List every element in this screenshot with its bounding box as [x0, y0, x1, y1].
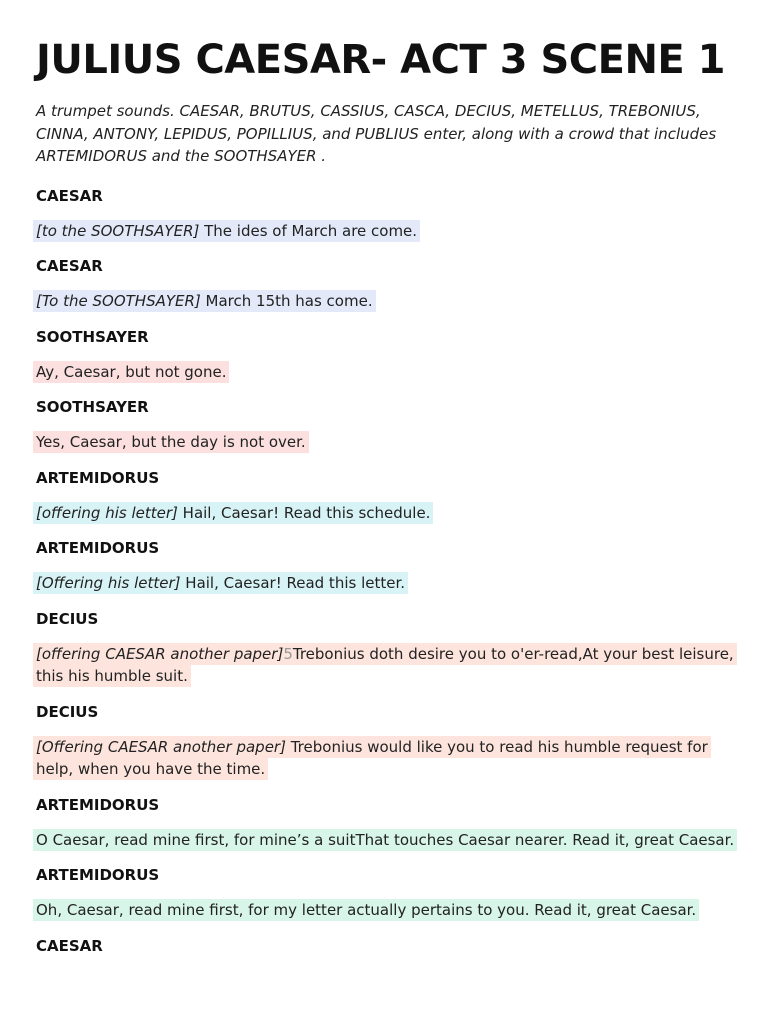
stage-direction-inline: [Offering CAESAR another paper]	[36, 737, 286, 756]
highlighted-text	[33, 431, 309, 453]
highlighted-text	[33, 220, 420, 242]
speaker-name: ARTEMIDORUS	[36, 795, 160, 814]
dialogue-line	[36, 643, 738, 688]
dialogue-line	[36, 829, 738, 852]
speaker-name: ARTEMIDORUS	[36, 539, 160, 557]
highlighted-text	[33, 736, 711, 781]
highlighted-text	[33, 899, 699, 921]
stage-direction: A trumpet sounds. CAESAR, BRUTUS, CASSIUS, CASCA, DECIUS, METELLUS, TREBONIUS, CINNA, ANTONY, LEPIDUS, POPILLIUS, and PUBLIUS enter, along with a crowd that includes ARTEMIDORUS and the SOOTHSAYER .	[36, 102, 717, 165]
stage-direction-inline: [to the SOOTHSAYER]	[36, 221, 200, 240]
dialogue-line	[36, 220, 738, 243]
stage-direction-inline: [offering CAESAR another paper]	[36, 644, 284, 663]
dialogue-line	[36, 502, 738, 525]
dialogue-text: O Caesar, read mine first, for mine’s a suitThat touches Caesar nearer. Read it, great Caesar.	[36, 830, 735, 849]
dialogue-line	[36, 431, 738, 454]
dialogue-line	[36, 736, 738, 781]
highlighted-text	[33, 829, 737, 851]
highlighted-text	[33, 502, 433, 524]
speaker-name: ARTEMIDORUS	[36, 468, 160, 487]
highlighted-text	[33, 361, 229, 383]
page-title: JULIUS CAESAR- ACT 3 SCENE 1	[36, 37, 726, 83]
speaker-name: SOOTHSAYER	[36, 327, 149, 346]
script-body	[36, 186, 738, 956]
speaker-name: ARTEMIDORUS	[36, 866, 160, 884]
speaker-name: CAESAR	[36, 936, 103, 955]
dialogue-line	[36, 899, 738, 922]
stage-direction-inline: [Offering his letter]	[36, 574, 181, 592]
dialogue-text: Hail, Caesar! Read this schedule.	[177, 503, 431, 522]
speaker-name: DECIUS	[36, 609, 99, 628]
dialogue-line	[36, 572, 738, 595]
dialogue-text: Yes, Caesar, but the day is not over.	[36, 433, 306, 451]
dialogue-text: Ay, Caesar, but not gone.	[36, 362, 227, 381]
line-number: 5	[283, 644, 293, 663]
stage-direction-inline: [To the SOOTHSAYER]	[36, 292, 201, 310]
stage-direction-inline: [offering his letter]	[36, 503, 178, 522]
dialogue-text: March 15th has come.	[200, 292, 373, 310]
dialogue-text: Trebonius would like you to read his humble request for help, when you have the time.	[36, 737, 708, 778]
highlighted-text	[33, 643, 737, 688]
speaker-name: CAESAR	[36, 186, 103, 205]
dialogue-text: The ides of March are come.	[199, 221, 418, 240]
highlighted-text	[33, 572, 408, 594]
speaker-name: CAESAR	[36, 257, 103, 275]
dialogue-line	[36, 290, 738, 313]
dialogue-line	[36, 361, 738, 384]
dialogue-text: Oh, Caesar, read mine first, for my letter actually pertains to you. Read it, great Caesar.	[36, 901, 697, 919]
speaker-name: SOOTHSAYER	[36, 398, 149, 416]
dialogue-text: Trebonius doth desire you to o'er-read,At your best leisure, this his humble suit.	[36, 644, 734, 685]
speaker-name: DECIUS	[36, 702, 99, 721]
dialogue-text: Hail, Caesar! Read this letter.	[180, 574, 406, 592]
highlighted-text	[33, 290, 376, 312]
